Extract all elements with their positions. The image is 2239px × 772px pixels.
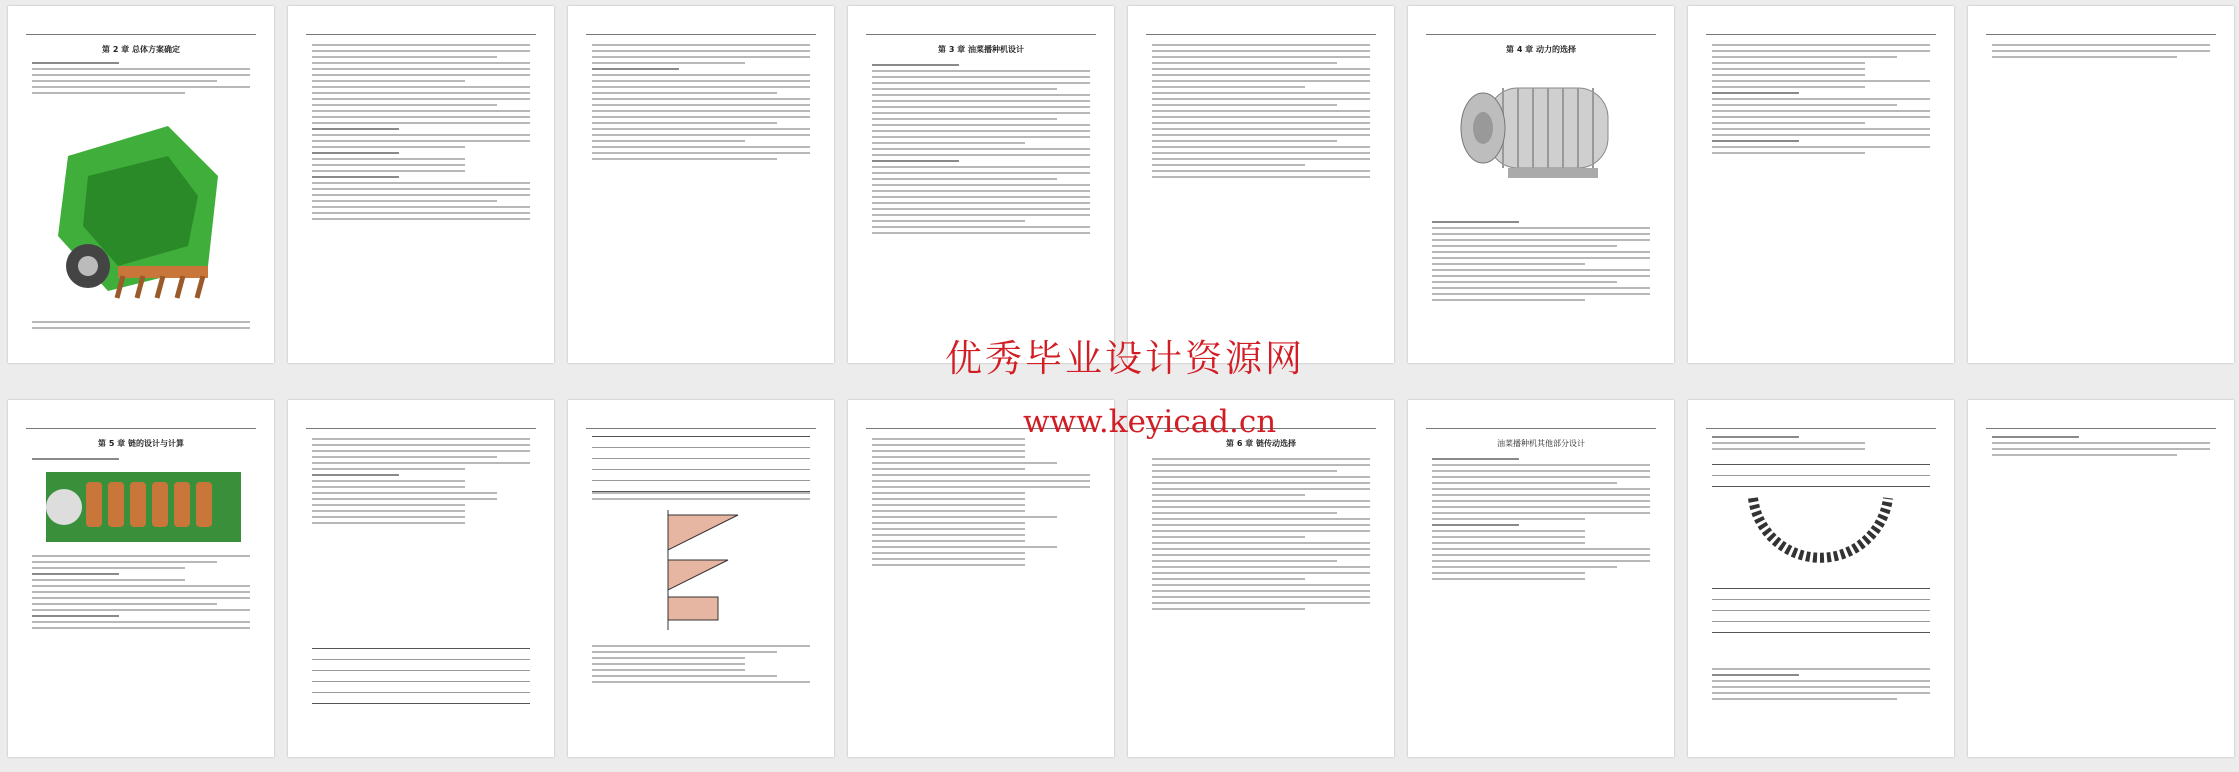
chain-diagram: [1743, 488, 1898, 578]
header-rule: [26, 428, 256, 429]
data-table: [312, 648, 530, 704]
header-rule: [306, 428, 536, 429]
text-block: [1432, 458, 1650, 584]
page-thumbnail[interactable]: [1408, 6, 1674, 363]
text-block: [1992, 44, 2210, 62]
text-block: [32, 62, 250, 98]
data-table: [1712, 588, 1930, 633]
header-rule: [1426, 34, 1656, 35]
text-block: [32, 555, 250, 633]
page-title: 第 3 章 油菜播种机设计: [938, 45, 1024, 54]
text-block: [592, 492, 810, 504]
data-table: [592, 436, 810, 492]
text-block: [32, 321, 250, 333]
page-thumbnail[interactable]: [1128, 6, 1394, 363]
text-block: [1712, 436, 1930, 454]
page-title: 第 5 章 链的设计与计算: [98, 439, 184, 448]
page-thumbnail[interactable]: [848, 400, 1114, 757]
data-table: [1712, 464, 1930, 487]
watermark-title: 优秀毕业设计资源网: [945, 337, 1305, 380]
text-block: [1152, 44, 1370, 182]
stress-diagram: [658, 505, 748, 635]
header-rule: [306, 34, 536, 35]
header-rule: [586, 428, 816, 429]
text-block: [312, 44, 530, 224]
text-block: [592, 645, 810, 687]
text-block: [592, 44, 810, 164]
watermark-url: www.keyicad.cn: [1023, 404, 1277, 440]
text-block: [1712, 668, 1930, 704]
page-thumbnail[interactable]: [288, 400, 554, 757]
page-thumbnail[interactable]: [1688, 400, 1954, 757]
page-thumbnail[interactable]: [568, 6, 834, 363]
header-rule: [1986, 34, 2216, 35]
metering-mechanism-illustration: [46, 472, 241, 542]
header-rule: [1146, 34, 1376, 35]
text-block: [312, 438, 530, 528]
header-rule: [1706, 34, 1936, 35]
page-title: 第 4 章 动力的选择: [1506, 45, 1576, 54]
page-thumbnail[interactable]: [1128, 400, 1394, 757]
text-block: [1992, 436, 2210, 460]
seeder-machine-illustration: [48, 116, 228, 306]
header-rule: [1986, 428, 2216, 429]
page-thumbnail[interactable]: [1968, 400, 2234, 757]
header-rule: [1706, 428, 1936, 429]
text-block: [872, 64, 1090, 238]
page-title: 第 6 章 链传动选择: [1226, 439, 1296, 448]
text-block: [872, 438, 1090, 570]
text-block: [1712, 44, 1930, 158]
page-title: 第 2 章 总体方案确定: [102, 45, 180, 54]
header-rule: [866, 34, 1096, 35]
text-block: [32, 458, 250, 464]
page-thumbnail[interactable]: [8, 400, 274, 757]
page-thumbnail[interactable]: [8, 6, 274, 363]
header-rule: [1426, 428, 1656, 429]
page-thumbnail[interactable]: [1408, 400, 1674, 757]
electric-motor-illustration: [1448, 68, 1638, 198]
text-block: [1152, 458, 1370, 614]
header-rule: [586, 34, 816, 35]
header-rule: [26, 34, 256, 35]
page-thumbnail[interactable]: [288, 6, 554, 363]
page-thumbnail[interactable]: [1688, 6, 1954, 363]
page-thumbnail[interactable]: [1968, 6, 2234, 363]
page-thumbnail[interactable]: [848, 6, 1114, 363]
text-block: [1432, 221, 1650, 305]
page-title: 油菜播种机其他部分设计: [1497, 439, 1585, 448]
page-thumbnail[interactable]: [568, 400, 834, 757]
